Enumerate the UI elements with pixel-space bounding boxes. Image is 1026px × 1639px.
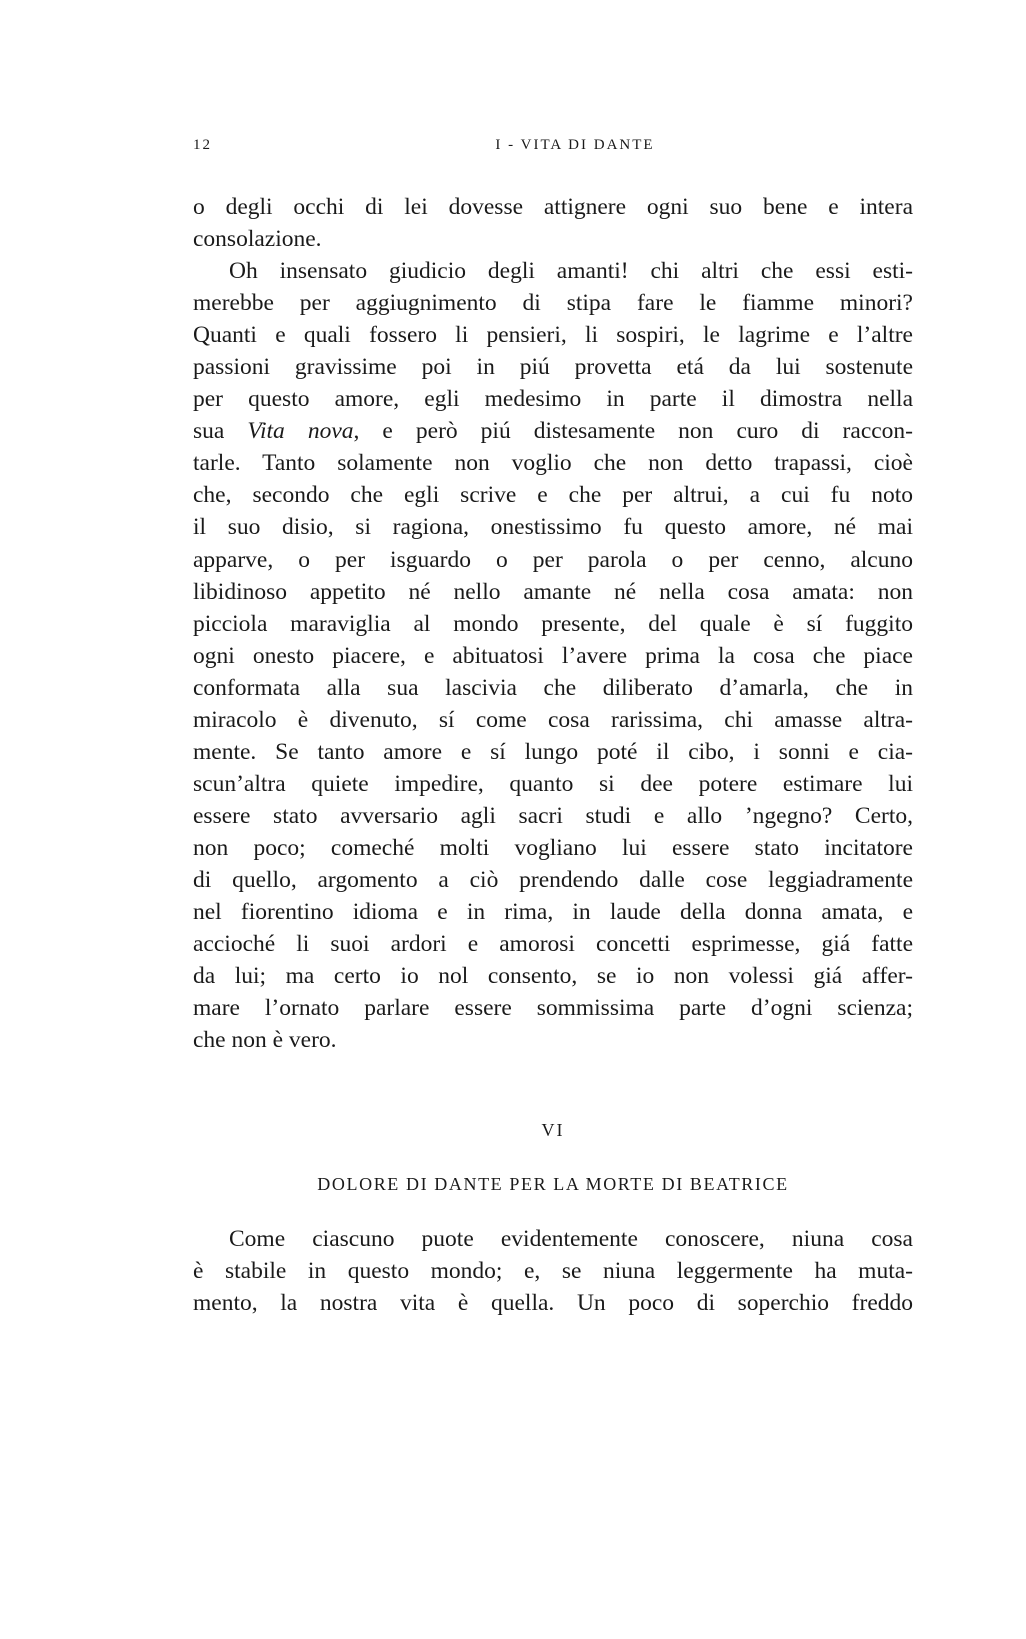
text-line: che, secondo che egli scrive e che per altrui, a cui fu noto	[193, 482, 913, 509]
text-line: di quello, argomento a ciò prendendo dalle cose leggiadramente	[193, 866, 913, 893]
text-line: scun’altra quiete impedire, quanto si dee potere estimare lui	[193, 770, 913, 797]
text-line: libidinoso appetito né nello amante né nella cosa amata: non	[193, 578, 913, 605]
section-title: DOLORE DI DANTE PER LA MORTE DI BEATRICE	[317, 1174, 789, 1194]
text-line: il suo disio, si ragiona, onestissimo fu questo amore, né mai	[193, 514, 913, 541]
page-number: 12	[193, 137, 212, 153]
text-line: passioni gravissime poi in piú provetta etá da lui sostenute	[193, 354, 913, 381]
text-line: mento, la nostra vita è quella. Un poco di soperchio freddo	[193, 1290, 913, 1317]
text-line: ogni onesto piacere, e abituatosi l’avere prima la cosa che piace	[193, 642, 913, 669]
text-line: apparve, o per isguardo o per parola o per cenno, alcuno	[193, 546, 913, 573]
text-line: Come ciascuno puote evidentemente conoscere, niuna cosa	[229, 1226, 913, 1252]
text-line: tarle. Tanto solamente non voglio che non detto trapassi, cioè	[193, 450, 913, 477]
text-line: o degli occhi di lei dovesse attignere ogni suo bene e intera	[193, 194, 913, 220]
running-title: I - VITA DI DANTE	[495, 137, 655, 153]
work-title: Vita nova	[247, 418, 354, 445]
text-line: è stabile in questo mondo; e, se niuna leggermente ha muta-	[193, 1258, 913, 1285]
text-line-with-title	[193, 415, 913, 447]
text-line: mente. Se tanto amore e sí lungo poté il cibo, i sonni e cia-	[193, 738, 913, 765]
text-line: conformata alla sua lascivia che diliberato d’amarla, che in	[193, 674, 913, 701]
text-fragment: , e però piú distesamente non curo di raccon-	[353, 418, 913, 445]
text-line: essere stato avversario agli sacri studi e allo ’ngegno? Certo,	[193, 802, 913, 829]
text-fragment: sua	[193, 418, 248, 445]
text-line: mare l’ornato parlare essere sommissima parte d’ogni scienza;	[193, 995, 913, 1022]
text-line: picciola maraviglia al mondo presente, del quale è sí fuggito	[193, 610, 913, 637]
text-line: consolazione.	[193, 226, 322, 253]
text-line: miracolo è divenuto, sí come cosa rarissima, chi amasse altra-	[193, 706, 913, 733]
text-line: non poco; comeché molti vogliano lui essere stato incitatore	[193, 834, 913, 861]
section-body-text	[193, 1223, 913, 1319]
text-line: accioché li suoi ardori e amorosi concetti esprimesse, giá fatte	[193, 931, 913, 958]
text-line: merebbe per aggiugnimento di stipa fare le fiamme minori?	[193, 290, 913, 317]
text-line: per questo amore, egli medesimo in parte il dimostra nella	[193, 386, 913, 413]
body-text	[193, 191, 913, 1056]
text-line: nel fiorentino idioma e in rima, in laude della donna amata, e	[193, 899, 913, 926]
text-line: che non è vero.	[193, 1027, 337, 1054]
running-head	[193, 137, 913, 159]
section-number: VI	[541, 1120, 565, 1140]
text-line: Quanti e quali fossero li pensieri, li sospiri, le lagrime e l’altre	[193, 322, 913, 349]
text-line: da lui; ma certo io nol consento, se io non volessi giá affer-	[193, 963, 913, 990]
text-line: Oh insensato giudicio degli amanti! chi altri che essi esti-	[229, 258, 913, 285]
